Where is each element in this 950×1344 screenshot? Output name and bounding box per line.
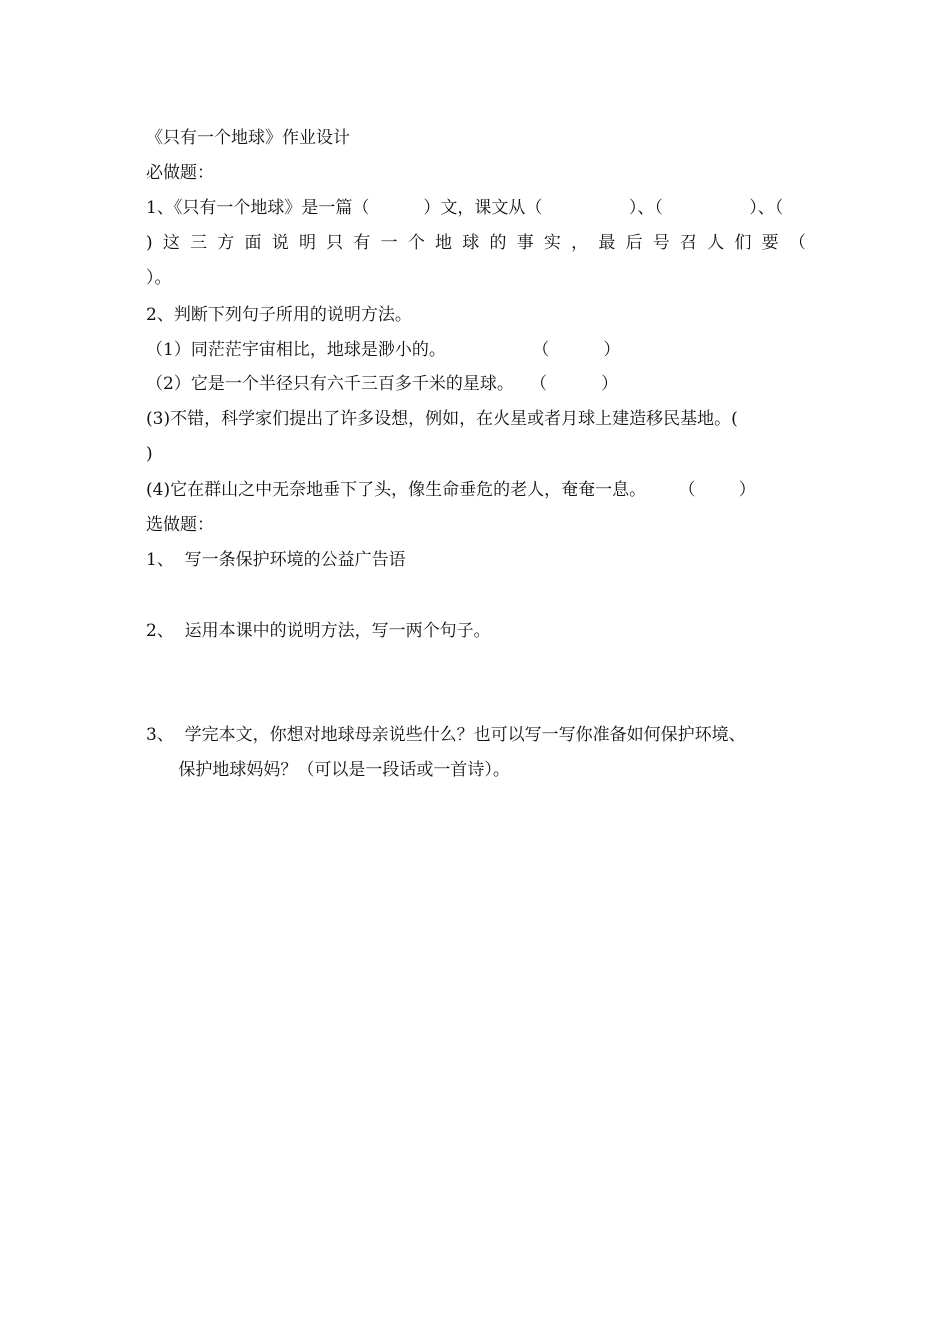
document-title: 《只有一个地球》作业设计 [146, 128, 350, 148]
question-2-item-2: （2）它是一个半径只有六千三百多千米的星球。 （ ） [146, 374, 619, 394]
optional-heading: 选做题： [146, 515, 214, 535]
q1-char: 的 [489, 233, 507, 253]
question-2-item-3-cont: ) [146, 444, 153, 464]
optional-item-3-cont: 保护地球妈妈？（可以是一段话或一首诗）。 [146, 760, 510, 780]
question-2-item-3: (3)不错，科学家们提出了许多设想，例如，在火星或者月球上建造移民基地。( [146, 409, 738, 429]
q1-char: 人 [707, 233, 725, 253]
q1-char: 号 [652, 233, 670, 253]
question-2-stem: 2、判断下列句子所用的说明方法。 [146, 305, 412, 325]
q1-char: 们 [734, 233, 752, 253]
q1-char: 个 [407, 233, 425, 253]
q1-char: 明 [298, 233, 316, 253]
optional-item-2: 2、 运用本课中的说明方法，写一两个句子。 [146, 621, 491, 641]
q1-char: 后 [625, 233, 643, 253]
question-2-item-4: (4)它在群山之中无奈地垂下了头，像生命垂危的老人，奄奄一息。 （ ） [146, 480, 756, 500]
q1-char: 召 [680, 233, 698, 253]
optional-item-3: 3、 学完本文，你想对地球母亲说些什么？也可以写一写你准备如何保护环境、 [146, 725, 746, 745]
q1-char: 这 [162, 233, 180, 253]
q1-char: 实 [543, 233, 561, 253]
q1-char: 事 [516, 233, 534, 253]
q1-char: 最 [598, 233, 616, 253]
q1-char: 面 [244, 233, 262, 253]
q1-char: 要 [761, 233, 779, 253]
required-heading: 必做题： [146, 163, 214, 183]
q1-char: （ [788, 233, 806, 253]
question-1-line-2 [146, 232, 806, 254]
optional-item-1: 1、 写一条保护环境的公益广告语 [146, 550, 406, 570]
q1-char: 三 [190, 233, 208, 253]
question-2-item-1: （1）同茫茫宇宙相比，地球是渺小的。 （ ） [146, 340, 621, 360]
question-1-line-3: ）。 [146, 268, 172, 288]
q1-char: 说 [271, 233, 289, 253]
question-1-line-1: 1、《只有一个地球》是一篇（ ）文，课文从（ ）、（ ）、（ [146, 198, 784, 218]
q1-char: 一 [380, 233, 398, 253]
q1-char: 有 [353, 233, 371, 253]
q1-char: 地 [435, 233, 453, 253]
q1-char: 只 [326, 233, 344, 253]
q1-char: ， [571, 233, 589, 253]
q1-char: ) [146, 233, 153, 253]
q1-char: 球 [462, 233, 480, 253]
q1-char: 方 [217, 233, 235, 253]
